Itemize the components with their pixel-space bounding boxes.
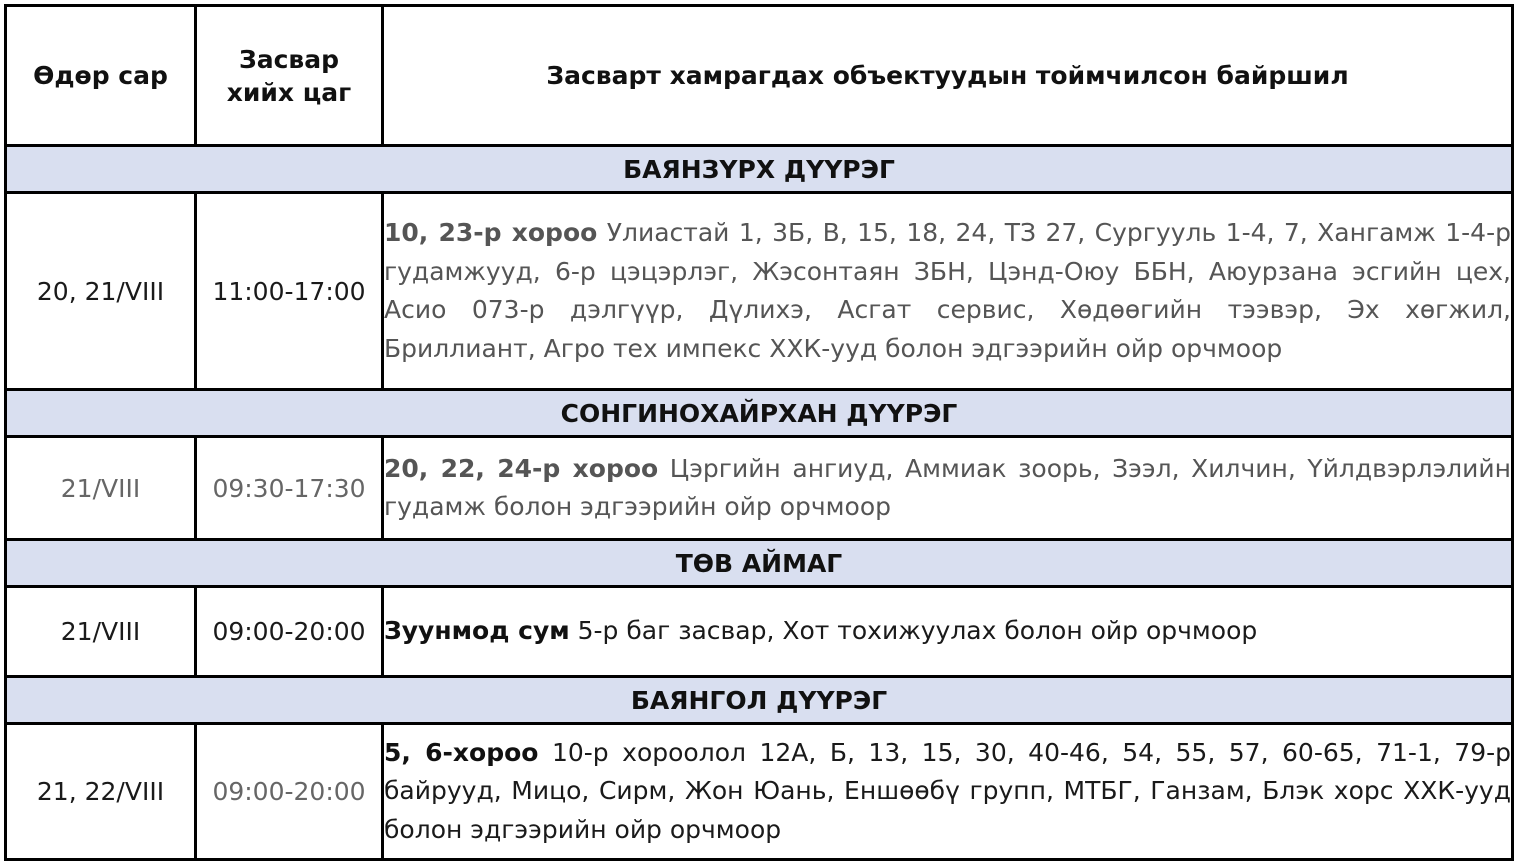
location-details: Улиастай 1, 3Б, В, 15, 18, 24, ТЗ 27, Сургууль 1-4, 7, Хангамж 1-4-р гудамжууд, 6-р цэцэрлэг, Жэсонтаян ЗБН, Цэнд-Оюу ББН, Аюурзана эсгийн цех, Асио 073-р дэлгүүр, Дүлихэ, Асгат сервис, Хөдөөгийн тээвэр, Эх хөгжил, Бриллиант, Агро тех импекс ХХК-ууд болон эдгээрийн ойр орчмоор — [384, 218, 1511, 363]
header-row — [6, 6, 1513, 146]
header-time-line1: Засвар — [238, 44, 340, 74]
time-cell: 11:00-17:00 — [196, 193, 383, 390]
date-cell: 20, 21/VIII — [6, 193, 196, 390]
location-cell — [383, 587, 1513, 677]
location-area: 10, 23-р хороо — [384, 218, 598, 247]
section-row — [6, 677, 1513, 724]
header-time — [196, 6, 383, 146]
time-cell: 09:30-17:30 — [196, 437, 383, 540]
location-details: 10-р хороолол 12А, Б, 13, 15, 30, 40-46, 54, 55, 57, 60-65, 71-1, 79-р байрууд, Мицо, Сирм, Жон Юань, Еншөөбү групп, МТБГ, Ганзам, Блэк хорс ХХК-ууд болон эдгээрийн ойр орчмоор — [384, 737, 1511, 844]
repair-schedule-table — [4, 4, 1514, 861]
table-row — [6, 587, 1513, 677]
section-row — [6, 540, 1513, 587]
table-row — [6, 724, 1513, 860]
table-row — [6, 193, 1513, 390]
date-cell: 21/VIII — [6, 587, 196, 677]
section-row — [6, 390, 1513, 437]
location-cell — [383, 437, 1513, 540]
time-cell: 09:00-20:00 — [196, 724, 383, 860]
location-cell — [383, 193, 1513, 390]
location-area: 5, 6-хороо — [384, 737, 539, 767]
location-details: Цэргийн ангиуд, Аммиак зоорь, Зээл, Хилчин, Үйлдвэрлэлийн гудамж болон эдгээрийн ойр орчмоор — [384, 453, 1511, 521]
header-time-line2: хийх цаг — [226, 77, 352, 107]
table-row — [6, 437, 1513, 540]
location-area: Зуунмод сум — [384, 616, 570, 646]
date-cell: 21, 22/VIII — [6, 724, 196, 860]
location-cell — [383, 724, 1513, 860]
time-cell: 09:00-20:00 — [196, 587, 383, 677]
section-row — [6, 146, 1513, 193]
date-cell: 21/VIII — [6, 437, 196, 540]
location-details: 5-р баг засвар, Хот тохижуулах болон ойр орчмоор — [569, 616, 1258, 646]
section-title: БАЯНЗҮРХ ДҮҮРЭГ — [6, 146, 1513, 193]
header-location: Засварт хамрагдах объектуудын тоймчилсон байршил — [383, 6, 1513, 146]
header-date: Өдөр сар — [6, 6, 196, 146]
section-title: БАЯНГОЛ ДҮҮРЭГ — [6, 677, 1513, 724]
section-title: СОНГИНОХАЙРХАН ДҮҮРЭГ — [6, 390, 1513, 437]
section-title: ТӨВ АЙМАГ — [6, 540, 1513, 587]
location-area: 20, 22, 24-р хороо — [384, 453, 659, 483]
